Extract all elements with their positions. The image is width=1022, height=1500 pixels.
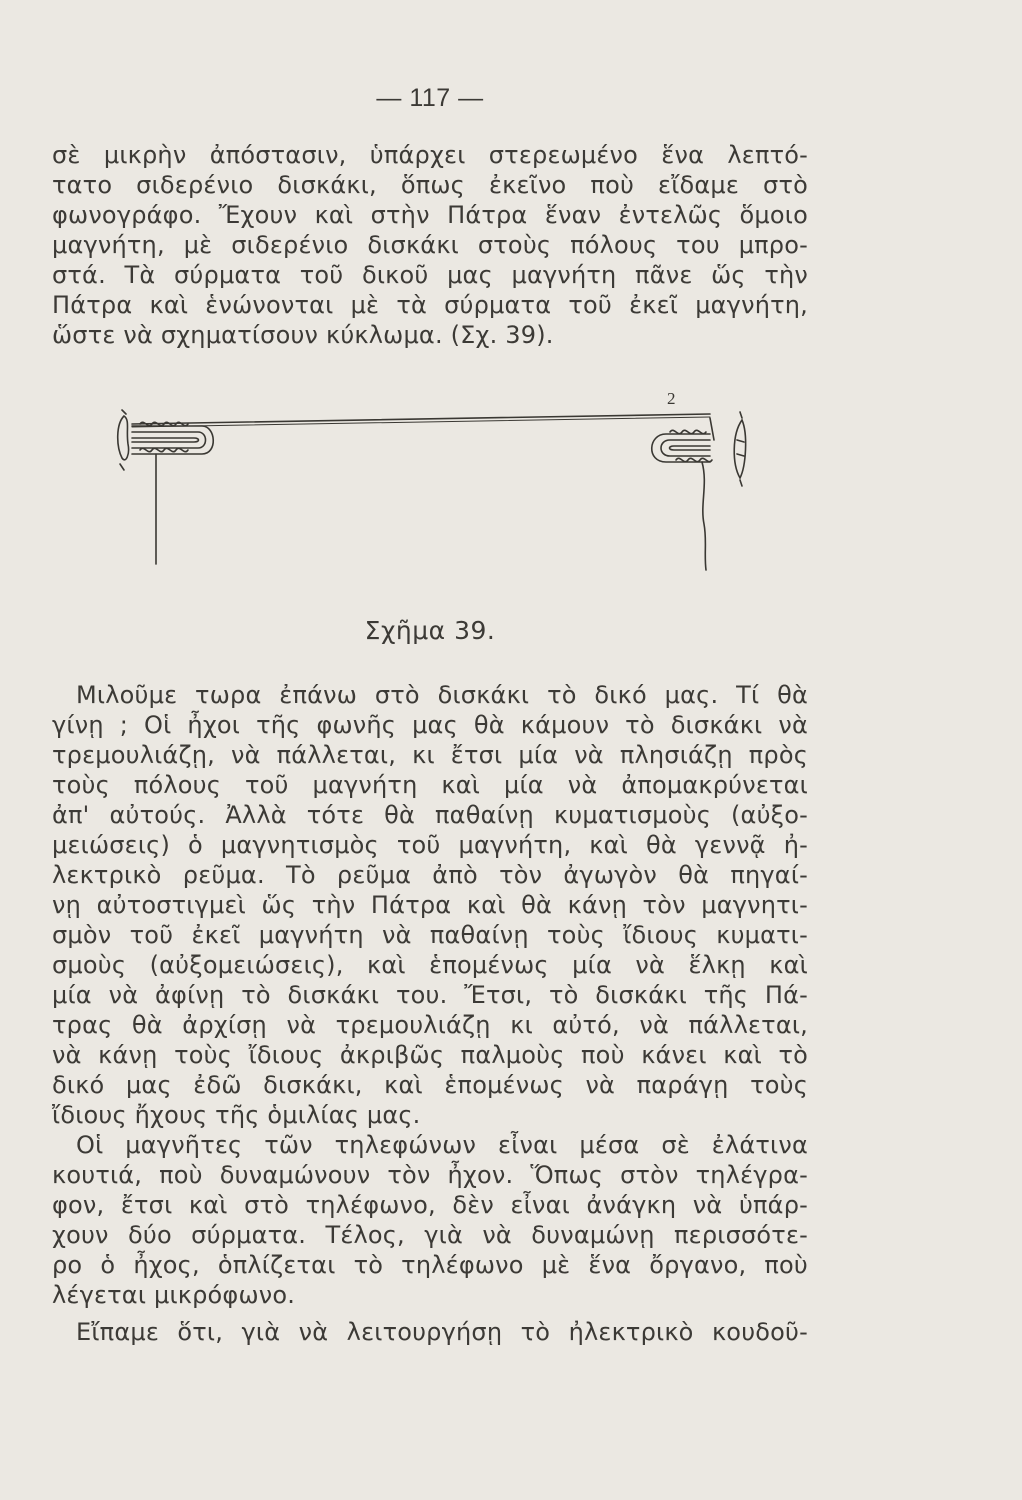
paragraph-3 — [52, 1130, 808, 1310]
right-ground-wire — [702, 462, 706, 570]
figure-39-telephone-circuit — [110, 384, 770, 584]
text-line: νῃ αὐτοστιγμεὶ ὥς τὴν Πάτρα καὶ θὰ κάνῃ τὸν μαγνητι- — [52, 891, 808, 919]
text-line: δικό μας ἐδῶ δισκάκι, καὶ ἑπομένως νὰ παράγῃ τοὺς — [52, 1071, 808, 1099]
text-line: μία νὰ ἀφίνῃ τὸ δισκάκι του. Ἔτσι, τὸ δισκάκι τῆς Πά- — [52, 981, 808, 1009]
text-line: μαγνήτη, μὲ σιδερένιο δισκάκι στοὺς πόλους του μπρο- — [52, 231, 808, 259]
text-line: σὲ μικρὴν ἀπόστασιν, ὑπάρχει στερεωμένο ἕνα λεπτό- — [52, 141, 808, 169]
paragraph-1 — [52, 140, 808, 350]
text-line: λέγεται μικρόφωνο. — [52, 1281, 296, 1309]
text-line: ἀπ' αὐτούς. Ἀλλὰ τότε θὰ παθαίνῃ κυματισμοὺς (αὐξο- — [52, 801, 808, 829]
figure-label: 2 — [667, 389, 676, 408]
text-line: στά. Τὰ σύρματα τοῦ δικοῦ μας μαγνήτη πᾶνε ὥς τὴν — [52, 261, 808, 289]
figure-caption: Σχῆμα 39. — [364, 616, 496, 645]
text-line: τρεμουλιάζῃ, νὰ πάλλεται, κι ἔτσι μία νὰ πλησιάζῃ πρὸς — [52, 741, 808, 769]
text-line: Εἴπαμε ὅτι, γιὰ νὰ λειτουργήσῃ τὸ ἠλεκτρικὸ κουδοῦ- — [76, 1318, 808, 1346]
text-line: νὰ κάνῃ τοὺς ἴδιους ἀκριβῶς παλμοὺς ποὺ κάνει καὶ τὸ — [52, 1041, 808, 1069]
text-line: φον, ἔτσι καὶ στὸ τηλέφωνο, δὲν εἶναι ἀνάγκη νὰ ὑπάρ- — [52, 1191, 808, 1219]
text-line: Μιλοῦμε τωρα ἐπάνω στὸ δισκάκι τὸ δικό μας. Τί θὰ — [76, 681, 808, 709]
right-disc-icon — [734, 412, 745, 486]
text-line: ρο ὁ ἦχος, ὁπλίζεται τὸ τηλέφωνο μὲ ἕνα ὄργανο, ποὺ — [52, 1251, 808, 1279]
text-line: τοὺς πόλους τοῦ μαγνήτη καὶ μία νὰ ἀπομακρύνεται — [52, 771, 808, 799]
text-line: ἴδιους ἤχους τῆς ὁμιλίας μας. — [52, 1101, 421, 1129]
text-line: λεκτρικὸ ρεῦμα. Τὸ ρεῦμα ἀπὸ τὸν ἀγωγὸν θὰ πηγαί- — [52, 861, 808, 889]
text-line: γίνῃ ; Οἱ ἦχοι τῆς φωνῆς μας θὰ κάμουν τὸ δισκάκι νὰ — [52, 711, 808, 739]
text-line: σμοὺς (αὐξομειώσεις), καὶ ἑπομένως μία νὰ ἕλκῃ καὶ — [52, 951, 808, 979]
text-line: ὥστε νὰ σχηματίσουν κύκλωμα. (Σχ. 39). — [52, 321, 554, 349]
right-magnet-icon — [652, 418, 714, 462]
paragraph-2 — [52, 680, 808, 1130]
text-line: τρας θὰ ἀρχίσῃ νὰ τρεμουλιάζῃ κι αὐτό, νὰ πάλλεται, — [52, 1011, 808, 1039]
text-line: φωνογράφο. Ἔχουν καὶ στὴν Πάτρα ἕναν ἐντελῶς ὅμοιο — [52, 201, 808, 229]
text-line: κουτιά, ποὺ δυναμώνουν τὸν ἦχον. Ὅπως στὸν τηλέγρα- — [52, 1161, 808, 1189]
text-line: Πάτρα καὶ ἑνώνονται μὲ τὰ σύρματα τοῦ ἐκεῖ μαγνήτη, — [52, 291, 808, 319]
text-line: χουν δύο σύρματα. Τέλος, γιὰ νὰ δυναμώνῃ περισσότε- — [52, 1221, 808, 1249]
text-line: μειώσεις) ὁ μαγνητισμὸς τοῦ μαγνήτη, καὶ θὰ γεννᾷ ἠ- — [52, 831, 808, 859]
left-disc-icon — [118, 410, 129, 470]
text-line: σμὸν τοῦ ἐκεῖ μαγνήτη νὰ παθαίνῃ τοὺς ἴδιους κυματι- — [52, 921, 808, 949]
paragraph-4 — [52, 1317, 808, 1347]
text-line: τατο σιδερένιο δισκάκι, ὅπως ἐκεῖνο ποὺ εἴδαμε στὸ — [52, 171, 808, 199]
page-number: — 117 — — [376, 84, 484, 112]
text-line: Οἱ μαγνῆτες τῶν τηλεφώνων εἶναι μέσα σὲ ἐλάτινα — [76, 1131, 808, 1159]
